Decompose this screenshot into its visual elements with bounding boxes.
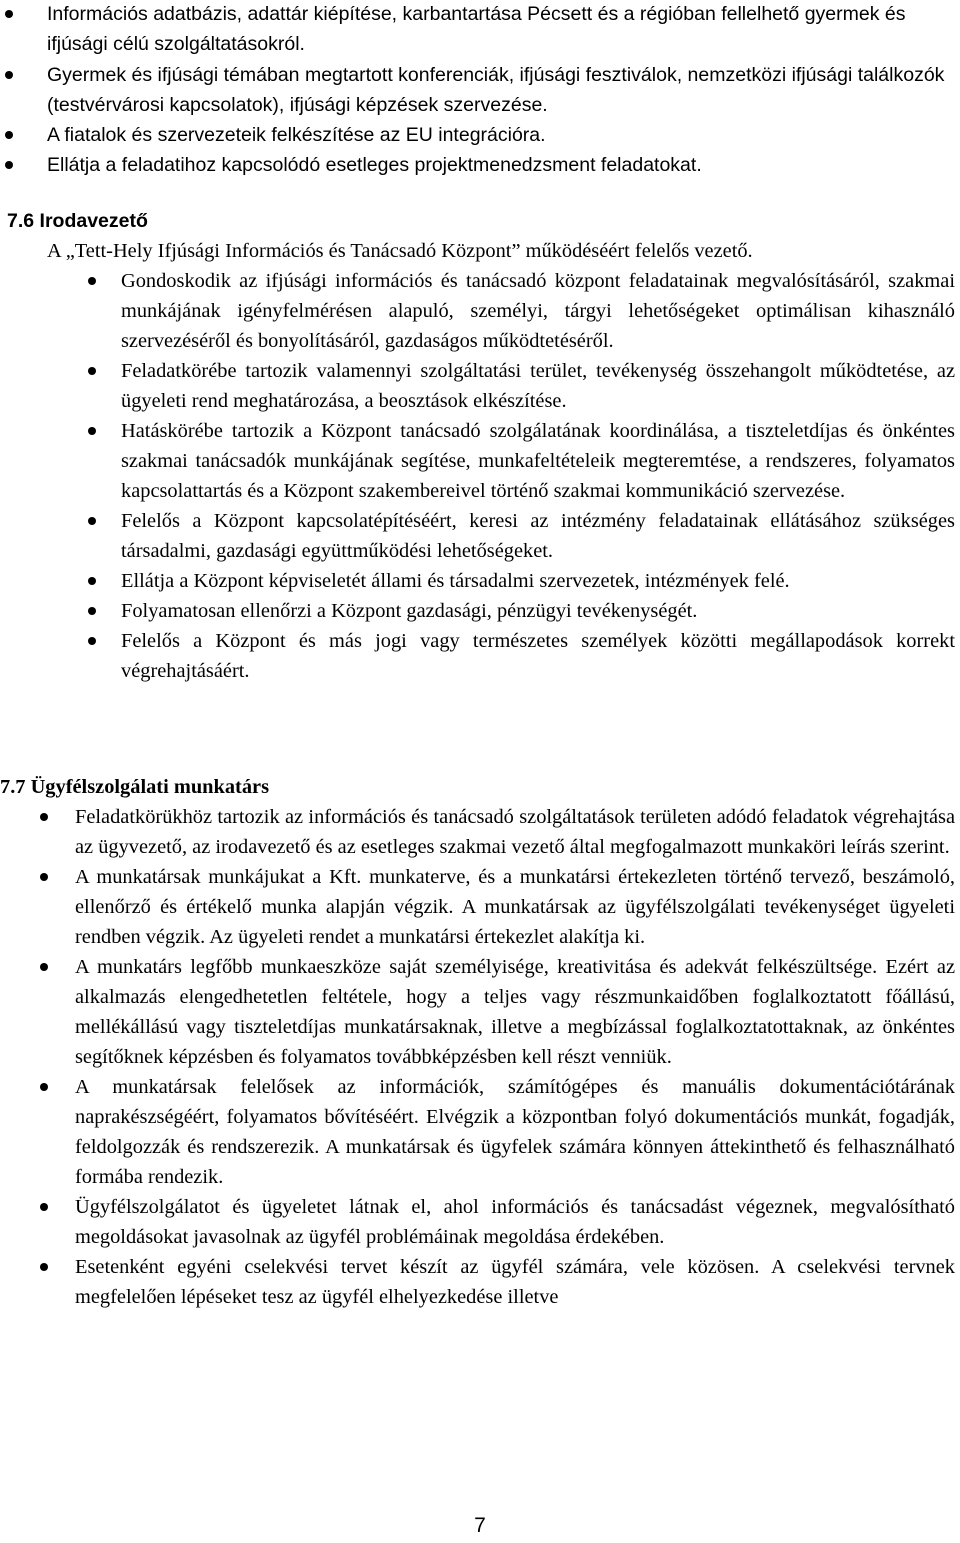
list-item-text: Felelős a Központ és más jogi vagy természetes személyek közötti megállapodások korrekt végrehajtásáért. [121, 630, 955, 682]
bullet-icon [88, 277, 96, 285]
list-item [0, 416, 960, 506]
section-7-6-bullet-list [0, 266, 960, 686]
list-item-text: Információs adatbázis, adattár kiépítése, karbantartása Pécsett és a régióban fellelhető gyermek és ifjúsági célú szolgáltatásokról. [47, 3, 906, 55]
bullet-icon [88, 367, 96, 375]
list-item [0, 952, 960, 1072]
bullet-icon [40, 1083, 48, 1091]
list-item [0, 356, 960, 416]
list-item [0, 120, 960, 150]
list-item-text: Feladatkörébe tartozik valamennyi szolgáltatási terület, tevékenység összehangolt működtetése, az ügyeleti rend meghatározása, a beosztások elkészítése. [121, 360, 955, 412]
list-item-text: Feladatkörükhöz tartozik az információs és tanácsadó szolgáltatások területen adódó feladatok végrehajtása az ügyvezető, az irodavezető és az esetleges szakmai vezető által megfogalmazott munkaköri leírás szerint. [75, 806, 955, 858]
section-intro-7-6: A „Tett-Hely Ifjúsági Információs és Tanácsadó Központ” működéséért felelős vezető. [47, 240, 753, 262]
list-item-text: A munkatárs legfőbb munkaeszköze saját személyisége, kreativitása és adekvát felkészültsége. Ezért az alkalmazás elengedhetetlen feltétele, hogy a teljes vagy részmunkaidőben foglalkoztatott főállású, mellékállású vagy tiszteletdíjas munkatársaknak, illetve a megbízással foglalkoztatottaknak, az önkéntes segítőknek képzésben és folyamatos továbbképzésben kell részt venniük. [75, 956, 955, 1068]
section-heading-7-6: 7.6 Irodavezető [7, 210, 148, 232]
list-item-text: Ügyfélszolgálatot és ügyeletet látnak el, ahol információs és tanácsadást végeznek, megvalósítható megoldásokat javasolnak az ügyfél problémáinak megoldása érdekében. [75, 1196, 955, 1248]
list-item [0, 596, 960, 626]
bullet-icon [88, 637, 96, 645]
bullet-icon [88, 607, 96, 615]
list-item-text: Gyermek és ifjúsági témában megtartott konferenciák, ifjúsági fesztiválok, nemzetközi ifjúsági találkozók (testvérvárosi kapcsolatok), ifjúsági képzések szervezése. [47, 64, 945, 116]
list-item [0, 266, 960, 356]
list-item-text: Folyamatosan ellenőrzi a Központ gazdasági, pénzügyi tevékenységét. [121, 600, 698, 622]
list-item [0, 0, 960, 59]
bullet-icon [40, 1203, 48, 1211]
list-item-text: A munkatársak munkájukat a Kft. munkaterve, és a munkatársi értekezleten történő tervező, beszámoló, ellenőrző és értékelő munka alapján végzik. A munkatársak az ügyfélszolgálati tevékenységet ügyeleti rendben végzik. Az ügyeleti rendet a munkatársi értekezlet alakítja ki. [75, 866, 955, 948]
bullet-icon [40, 813, 48, 821]
bullet-icon [88, 517, 96, 525]
bullet-icon [88, 427, 96, 435]
bullet-icon [5, 10, 13, 18]
list-item-text: Ellátja a Központ képviseletét állami és társadalmi szervezetek, intézmények felé. [121, 570, 790, 592]
bullet-icon [40, 1263, 48, 1271]
list-item [0, 802, 960, 862]
bullet-icon [40, 963, 48, 971]
list-item-text: Gondoskodik az ifjúsági információs és tanácsadó központ feladatainak megvalósításáról, szakmai munkájának igényfelmérésen alapuló, személyi, tárgyi lehetőségeket optimálisan kihasználó szervezéséről és bonyolításáról, gazdaságos működtetéséről. [121, 270, 955, 352]
list-item [0, 1252, 960, 1312]
section-7-7-bullet-list [0, 802, 960, 1312]
list-item-text: Esetenként egyéni cselekvési tervet készít az ügyfél számára, vele közösen. A cselekvési tervnek megfelelően lépéseket tesz az ügyfél elhelyezkedése illetve [75, 1256, 955, 1308]
list-item [0, 1072, 960, 1192]
bullet-icon [5, 161, 13, 169]
bullet-icon [88, 577, 96, 585]
list-item-text: A munkatársak felelősek az információk, számítógépes és manuális dokumentációtárának naprakészségéért, folyamatos bővítéséért. Elvégzik a központban folyó dokumentációs munkát, fogadják, feldolgozzák és rendszerezik. A munkatársak és ügyfelek számára könnyen áttekinthető és felhasználható formába rendezik. [75, 1076, 955, 1188]
bullet-icon [40, 873, 48, 881]
list-item [0, 60, 960, 120]
page-number: 7 [474, 1514, 486, 1537]
list-item-text: A fiatalok és szervezeteik felkészítése az EU integrációra. [47, 124, 546, 146]
list-item-text: Felelős a Központ kapcsolatépítéséért, keresi az intézmény feladatainak ellátásához szükséges társadalmi, gazdasági együttműködési lehetőségeket. [121, 510, 955, 562]
list-item [0, 150, 960, 180]
bullet-icon [5, 71, 13, 79]
intro-bullet-list [0, 0, 960, 180]
bullet-icon [5, 131, 13, 139]
section-heading-7-7: 7.7 Ügyfélszolgálati munkatárs [0, 776, 270, 798]
list-item-text: Ellátja a feladatihoz kapcsolódó esetleges projektmenedzsment feladatokat. [47, 154, 702, 176]
list-item [0, 626, 960, 686]
list-item-text: Hatáskörébe tartozik a Központ tanácsadó szolgálatának koordinálása, a tiszteletdíjas és önkéntes szakmai tanácsadók munkájának segítése, munkafeltételeik megteremtése, a rendszeres, folyamatos kapcsolattartás és a Központ szakembereivel történő szakmai kommunikáció szervezése. [121, 420, 955, 502]
list-item [0, 862, 960, 952]
list-item [0, 506, 960, 566]
list-item [0, 1192, 960, 1252]
list-item [0, 566, 960, 596]
